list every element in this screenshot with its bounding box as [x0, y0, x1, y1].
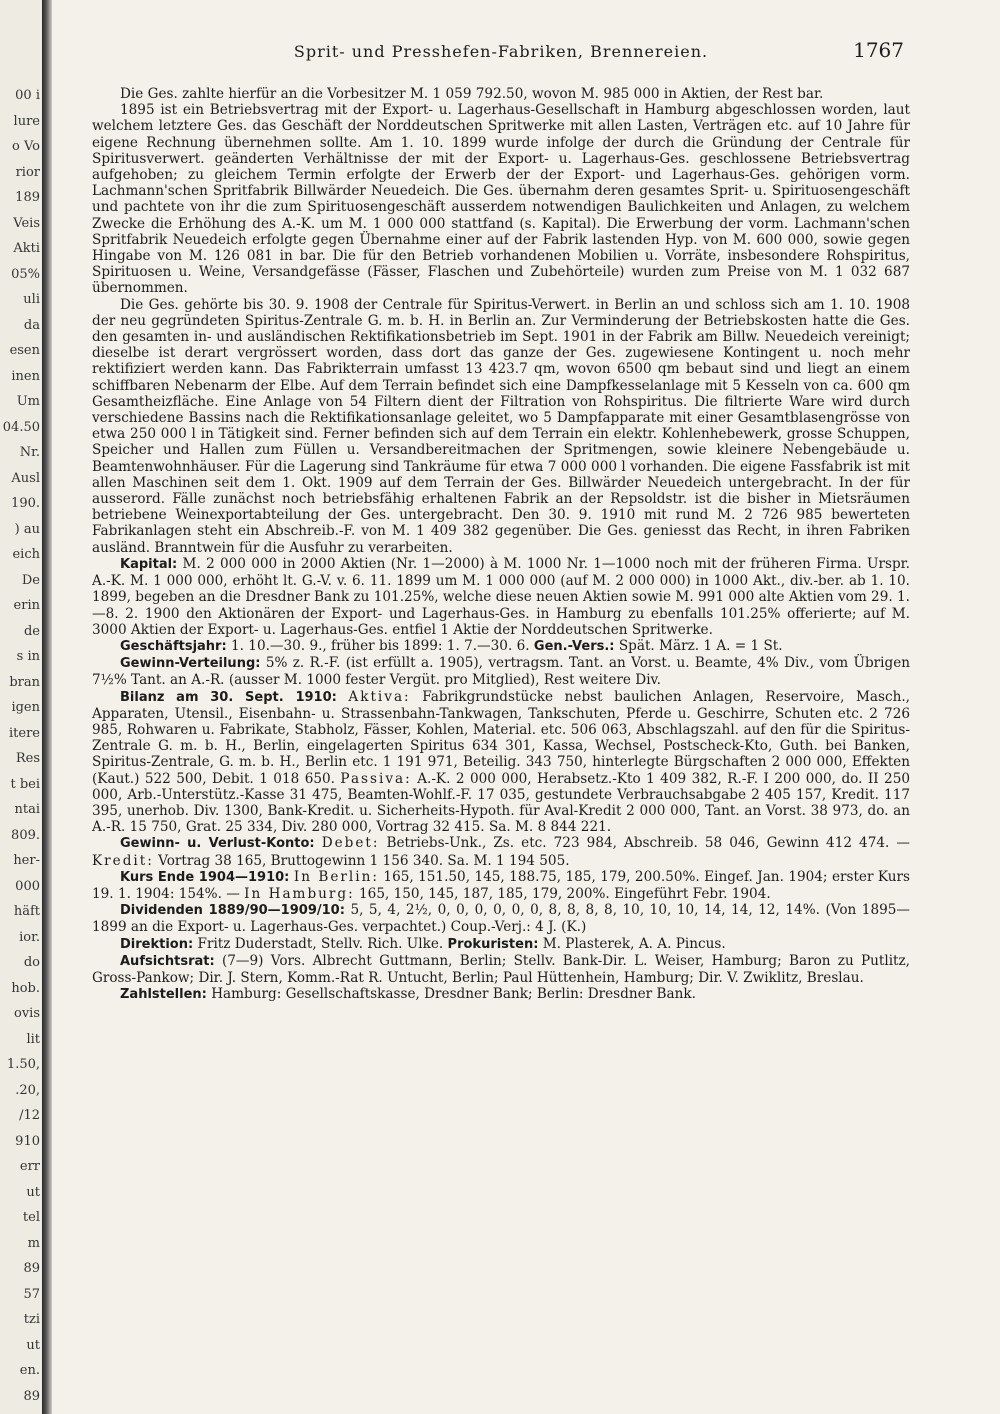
previous-page-fragment: lit [26, 1031, 40, 1047]
kredit-label: Kredit: [92, 852, 154, 869]
section-text: 5% z. R.-F. (ist erfüllt a. 1905), vertragsm. Tant. an Vorst. u. Beamte, 4% Div., vom Übrigen 7½% Tant. an A.-R. (ausser M. 1000 fester Vergüt. pro Mitglied), Rest weitere Div. [92, 655, 910, 689]
previous-page-fragment: ut [26, 1184, 40, 1200]
passiva-label: Passiva: [340, 770, 412, 787]
previous-page-fragment: Akti [13, 241, 40, 256]
previous-page-fragment: Um [16, 394, 40, 409]
section-label: Kurs Ende 1904—1910: [120, 869, 290, 885]
previous-page-fragment: 910 [15, 1133, 40, 1149]
section-label: Bilanz am 30. Sept. 1910: [120, 689, 337, 705]
previous-page-fragment: ovis [14, 1006, 40, 1021]
previous-page-fragment: 00 i [15, 88, 40, 103]
previous-page-fragment: häft [13, 904, 40, 919]
section-label: Dividenden 1889/90—1909/10: [120, 903, 345, 919]
section-label: Gewinn-Verteilung: [120, 656, 261, 672]
previous-page-fragment: de [23, 623, 40, 639]
previous-page-fragment: 89 [23, 1261, 40, 1276]
page-body [92, 86, 910, 1003]
section-text: M. Plasterek, A. A. Pincus. [542, 935, 726, 952]
previous-page-fragment: s in [16, 649, 40, 664]
section-text: (7—9) Vors. Albrecht Guttmann, Berlin; Stellv. Bank-Dir. L. Weiser, Hamburg; Baron zu Putlitz, Gross-Pankow; Dir. J. Stern, Komm.-Rat R. Untucht, Berlin; Paul Hüttenhein, Hamburg; Dir. V. Zwiklitz, Breslau. [92, 952, 910, 986]
kredit-text: Vortrag 38 165, Bruttogewinn 1 156 340. Sa. M. 1 194 505. [158, 852, 570, 869]
section-bilanz [92, 689, 910, 836]
previous-page-fragment: do [23, 955, 40, 970]
debet-label: Debet: [321, 835, 380, 852]
previous-page-fragment: erin [13, 598, 40, 613]
previous-page-fragment: 189 [15, 190, 40, 205]
previous-page-fragment: her- [13, 853, 40, 868]
aktiva-text: Fabrikgrundstücke nebst baulichen Anlagen, Reservoire, Masch., Apparaten, Utensil., Eisenbahn- u. Strassenbahn-Tankwagen, Tankschuten, Pferde u. Geschirre, Schuten etc. 2 726 985, Rohwaren u. Fabrikate, Stabholz, Fässer, Kohlen, Material. etc. 506 063, Abschlagszahl. auf den für die Spiritus-Zentrale G. m. b. H., Berlin, eingelagerten Spiritus 634 301, Kassa, Wechsel, Postscheck-Kto, Guth. bei Banken, Spiritus-Zentrale, G. m. b. H., Berlin etc. 1 191 971, Beteilig. 343 750, hinterlegte Bürgschaften 2 000 000, Effekten (Kaut.) 522 500, Debit. 1 018 650. [92, 688, 910, 787]
previous-page-fragment: bran [9, 674, 40, 690]
previous-page-margin [0, 0, 45, 1414]
previous-page-fragment: 809. [11, 827, 40, 843]
section-direktion [92, 936, 910, 953]
previous-page-fragment: ior. [19, 929, 40, 945]
debet-text: Betriebs-Unk., Zs. etc. 723 984, Abschreib. 58 046, Gewinn 412 474. — [386, 835, 910, 852]
section-text: Hamburg: Gesellschaftskasse, Dresdner Bank; Berlin: Dresdner Bank. [211, 986, 696, 1003]
previous-page-fragment: o Vo [12, 139, 40, 154]
section-text: 5, 5, 4, 2½, 0, 0, 0, 0, 0, 0, 8, 8, 8, 8, 10, 10, 10, 14, 14, 12, 14%. (Von 1895—1899 an die Export- u. Lagerhaus-Ges. verpachtet.) Coup.-Verj.: 4 J. (K.) [92, 902, 910, 936]
previous-page-fragment: err [19, 1159, 40, 1174]
section-label: Aufsichtsrat: [120, 953, 215, 969]
section-label: Gen.-Vers.: [533, 638, 615, 654]
section-label: Zahlstellen: [120, 987, 207, 1003]
section-gewinn-verlust [92, 835, 910, 868]
previous-page-fragment: 89 [23, 1388, 40, 1404]
hamburg-label: In Hamburg: [244, 885, 355, 902]
previous-page-fragment: 1.50, [6, 1057, 40, 1072]
previous-page-fragment: 05% [11, 266, 40, 282]
berlin-label: In Berlin: [293, 868, 379, 885]
section-geschaeftsjahr [92, 638, 910, 655]
section-text: Spät. März. 1 A. = 1 St. [618, 637, 783, 654]
section-kapital [92, 556, 910, 638]
previous-page-fragment: hob. [11, 980, 40, 996]
section-text: Fritz Duderstadt, Stellv. Rich. Ulke. [197, 935, 444, 952]
previous-page-fragment: 04.50 [2, 419, 40, 435]
previous-page-fragment: Res [15, 751, 40, 766]
section-aufsichtsrat [92, 953, 910, 986]
previous-page-fragment: igen [11, 700, 40, 715]
previous-page-fragment: lure [13, 113, 40, 129]
section-label: Direktion: [120, 936, 194, 952]
previous-page-fragment: 190. [11, 496, 40, 511]
previous-page-fragment: da [23, 317, 40, 333]
book-fold-shadow [42, 0, 52, 1414]
paragraph-operating-agreement: 1895 ist ein Betriebsvertrag mit der Export- u. Lagerhaus-Gesellschaft in Hamburg abgeschlossen worden, laut welchem letztere Ges. das Geschäft der Norddeutschen Spritwerke mit allen Lasten, Verträgen etc. auf 10 Jahre für eigene Rechnung übernehmen sollte. Am 1. 10. 1899 wurde infolge der durch die Gründung der Centrale für Spiritusverwert. geänderten Verhältnisse der mit der Export- u. Lagerhaus-Ges. geschlossene Betriebsvertrag aufgehoben; zu gleichem Termin erfolgte der Erwerb der der Export- und Lagerhaus-Ges. gehörigen vorm. Lachmann'schen Spritfabrik Billwärder Neuedeich. Die Ges. übernahm deren gesamtes Sprit- u. Spirituosengeschäft und pachtete von ihr die zum Spirituosengeschäft ausserdem notwendigen Baulichkeiten und Anlagen, zu welchem Zwecke die Erhöhung des A.-K. um M. 1 000 000 stattfand (s. Kapital). Die Erwerbung der vorm. Lachmann'schen Spritfabrik Neuedeich erfolgte gegen Übernahme einer auf der Fabrik lastenden Hyp. von M. 600 000, sowie gegen Hingabe von M. 126 081 in bar. Die für den Betrieb vorhandenen Mobilien u. Vorräte, insbesondere Rohspiritus, Spirituosen u. Weine, Versandgefässe (Fässer, Flaschen und Zubehörteile) wurden zum Preise von M. 1 032 687 übernommen. [92, 102, 910, 297]
previous-page-fragment: tzi [23, 1312, 40, 1327]
previous-page-fragment: uli [23, 292, 40, 307]
previous-page-fragment: t bei [10, 776, 40, 792]
previous-page-fragment: inen [11, 368, 40, 384]
previous-page-fragment: 000 [15, 878, 40, 894]
paragraph-factory-description: Die Ges. gehörte bis 30. 9. 1908 der Centrale für Spiritus-Verwert. in Berlin an und schloss sich am 1. 10. 1908 der neu gegründeten Spiritus-Zentrale G. m. b. H. in Berlin an. Zur Verminderung der Betriebskosten hatte die Ges. den gesamten in- und ausländischen Rektifikationsbetrieb im Sept. 1901 in der Fabrik am Billw. Neuedeich vereinigt; dieselbe ist derart vergrössert worden, dass dort das ganze der Ges. zugewiesene Kontingent u. noch mehr rektifiziert werden kann. Das Fabrikterrain umfasst 13 423.7 qm, wovon 6500 qm bebaut sind und liegt an einem schiffbaren Nebenarm der Elbe. Auf dem Terrain befindet sich eine Dampfkesselanlage mit 5 Kesseln von ca. 600 qm Gesamtheizfläche. Eine Anlage von 54 Filtern dient der Filtration von Rohspiritus. Die filtrierte Ware wird durch verschiedene Bassins nach die Rektifikationsanlage geleitet, wo 5 Dampfapparate mit einer Gesamtblasengrösse von etwa 250 000 l in Tätigkeit sind. Ferner befinden sich auf dem Terrain ein elektr. Kohlenhebewerk, grosse Schuppen, Speicher und Hallen zum Füllen u. Versandbereitmachen der Spritmengen, sowie kleinere Nebengebäude u. Beamtenwohnhäuser. Für die Lagerung sind Tankräume für etwa 7 000 000 l vorhanden. Die eigene Fassfabrik ist mit allen Maschinen seit dem 1. Okt. 1909 auf dem Terrain der Ges. Billwärder Neuedeich untergebracht. In der für ausserord. Fälle zunächst noch betriebsfähig erhaltenen Fabrik an der Repsoldstr. ist die bisher in Mietsräumen betriebene Weinexportabteilung der Ges. untergebracht. Den 30. 9. 1910 mit rund M. 2 726 985 bewerteten Fabrikanlagen steht ein Abschreib.-F. von M. 1 409 382 gegenüber. Die Ges. geniesst das Recht, in ihren Fabriken ausländ. Branntwein für die Ausfuhr zu verarbeiten. [92, 296, 910, 556]
previous-page-fragment: ntai [14, 802, 40, 817]
previous-page-fragment: Nr. [19, 445, 40, 460]
previous-page-fragment: 57 [23, 1286, 40, 1302]
section-label: Kapital: [120, 556, 178, 572]
previous-page-fragment: .20, [15, 1082, 40, 1098]
running-title: Sprit- und Presshefen-Fabriken, Brennereien. [293, 42, 709, 61]
section-zahlstellen [92, 986, 910, 1003]
section-text: M. 2 000 000 in 2000 Aktien (Nr. 1—2000) à M. 1000 Nr. 1—1000 noch mit der früheren Firma. Urspr. A.-K. M. 1 000 000, erhöht lt. G.-V. v. 6. 11. 1899 um M. 1 000 000 (auf M. 2 000 000) in 1000 Akt., div.-ber. ab 1. 10. 1899, begeben an die Dresdner Bank zu 101.25%, welche diese neuen Aktien sowie M. 991 000 alte Aktien vom 29. 1.—8. 2. 1900 den Aktionären der Export- und Lagerhaus-Ges. in Hamburg zu ebenfalls 101.25% offerierte; auf M. 3000 Aktien der Export- u. Lagerhaus-Ges. entfiel 1 Aktie der Norddeutschen Spritwerke. [92, 555, 910, 638]
section-text: 1. 10.—30. 9., früher bis 1899: 1. 7.—30. 6. [231, 637, 530, 654]
section-label: Prokuristen: [447, 936, 539, 952]
previous-page-fragment: itere [9, 725, 40, 741]
previous-page-fragment: ut [26, 1337, 40, 1353]
section-label: Gewinn- u. Verlust-Konto: [120, 836, 315, 852]
section-kurs [92, 869, 910, 902]
hamburg-text: 165, 150, 145, 187, 185, 179, 200%. Eingeführt Febr. 1904. [359, 885, 771, 902]
previous-page-fragment: Ausl [11, 470, 40, 486]
section-gewinn-verteilung [92, 655, 910, 688]
page-header [92, 38, 910, 68]
previous-page-fragment: Veis [13, 215, 40, 231]
previous-page-fragment: en. [19, 1363, 40, 1378]
berlin-text: 165, 151.50, 145, 188.75, 185, 179, 200.50%. Eingef. Jan. 1904; erster Kurs 19. 1. 1904: 154%. — [92, 868, 911, 902]
passiva-text: A.-K. 2 000 000, Herabsetz.-Kto 1 409 382, R.-F. I 200 000, do. II 250 000, Arb.-Unterstütz.-Kasse 31 475, Beamten-Wohlf.-F. 17 035, gestundete Verbrauchsabgabe 2 405 157, Kredit. 117 395, unerhob. Div. 1300, Bank-Kredit. u. Sicherheits-Hypoth. für Aval-Kredit 2 000 000, Tant. an Vorst. 38 973, do. an A.-R. 15 750, Grat. 25 334, Div. 280 000, Vortrag 32 415. Sa. M. 8 844 221. [92, 770, 911, 836]
section-dividenden [92, 902, 910, 935]
previous-page-fragment: m [27, 1235, 40, 1251]
previous-page-fragment: rior [15, 164, 40, 180]
paragraph-purchase-price: Die Ges. zahlte hierfür an die Vorbesitzer M. 1 059 792.50, wovon M. 985 000 in Aktien, der Rest bar. [120, 86, 824, 102]
previous-page-fragment: esen [9, 343, 40, 358]
previous-page-fragment: ) au [14, 521, 40, 537]
page-number: 1767 [853, 38, 904, 62]
section-label: Geschäftsjahr: [120, 638, 227, 654]
previous-page-fragment: eich [12, 547, 40, 562]
previous-page-fragment: De [21, 572, 40, 588]
previous-page-fragment: /12 [19, 1108, 40, 1123]
previous-page-fragment: tel [22, 1210, 40, 1225]
aktiva-label: Aktiva: [348, 688, 411, 705]
